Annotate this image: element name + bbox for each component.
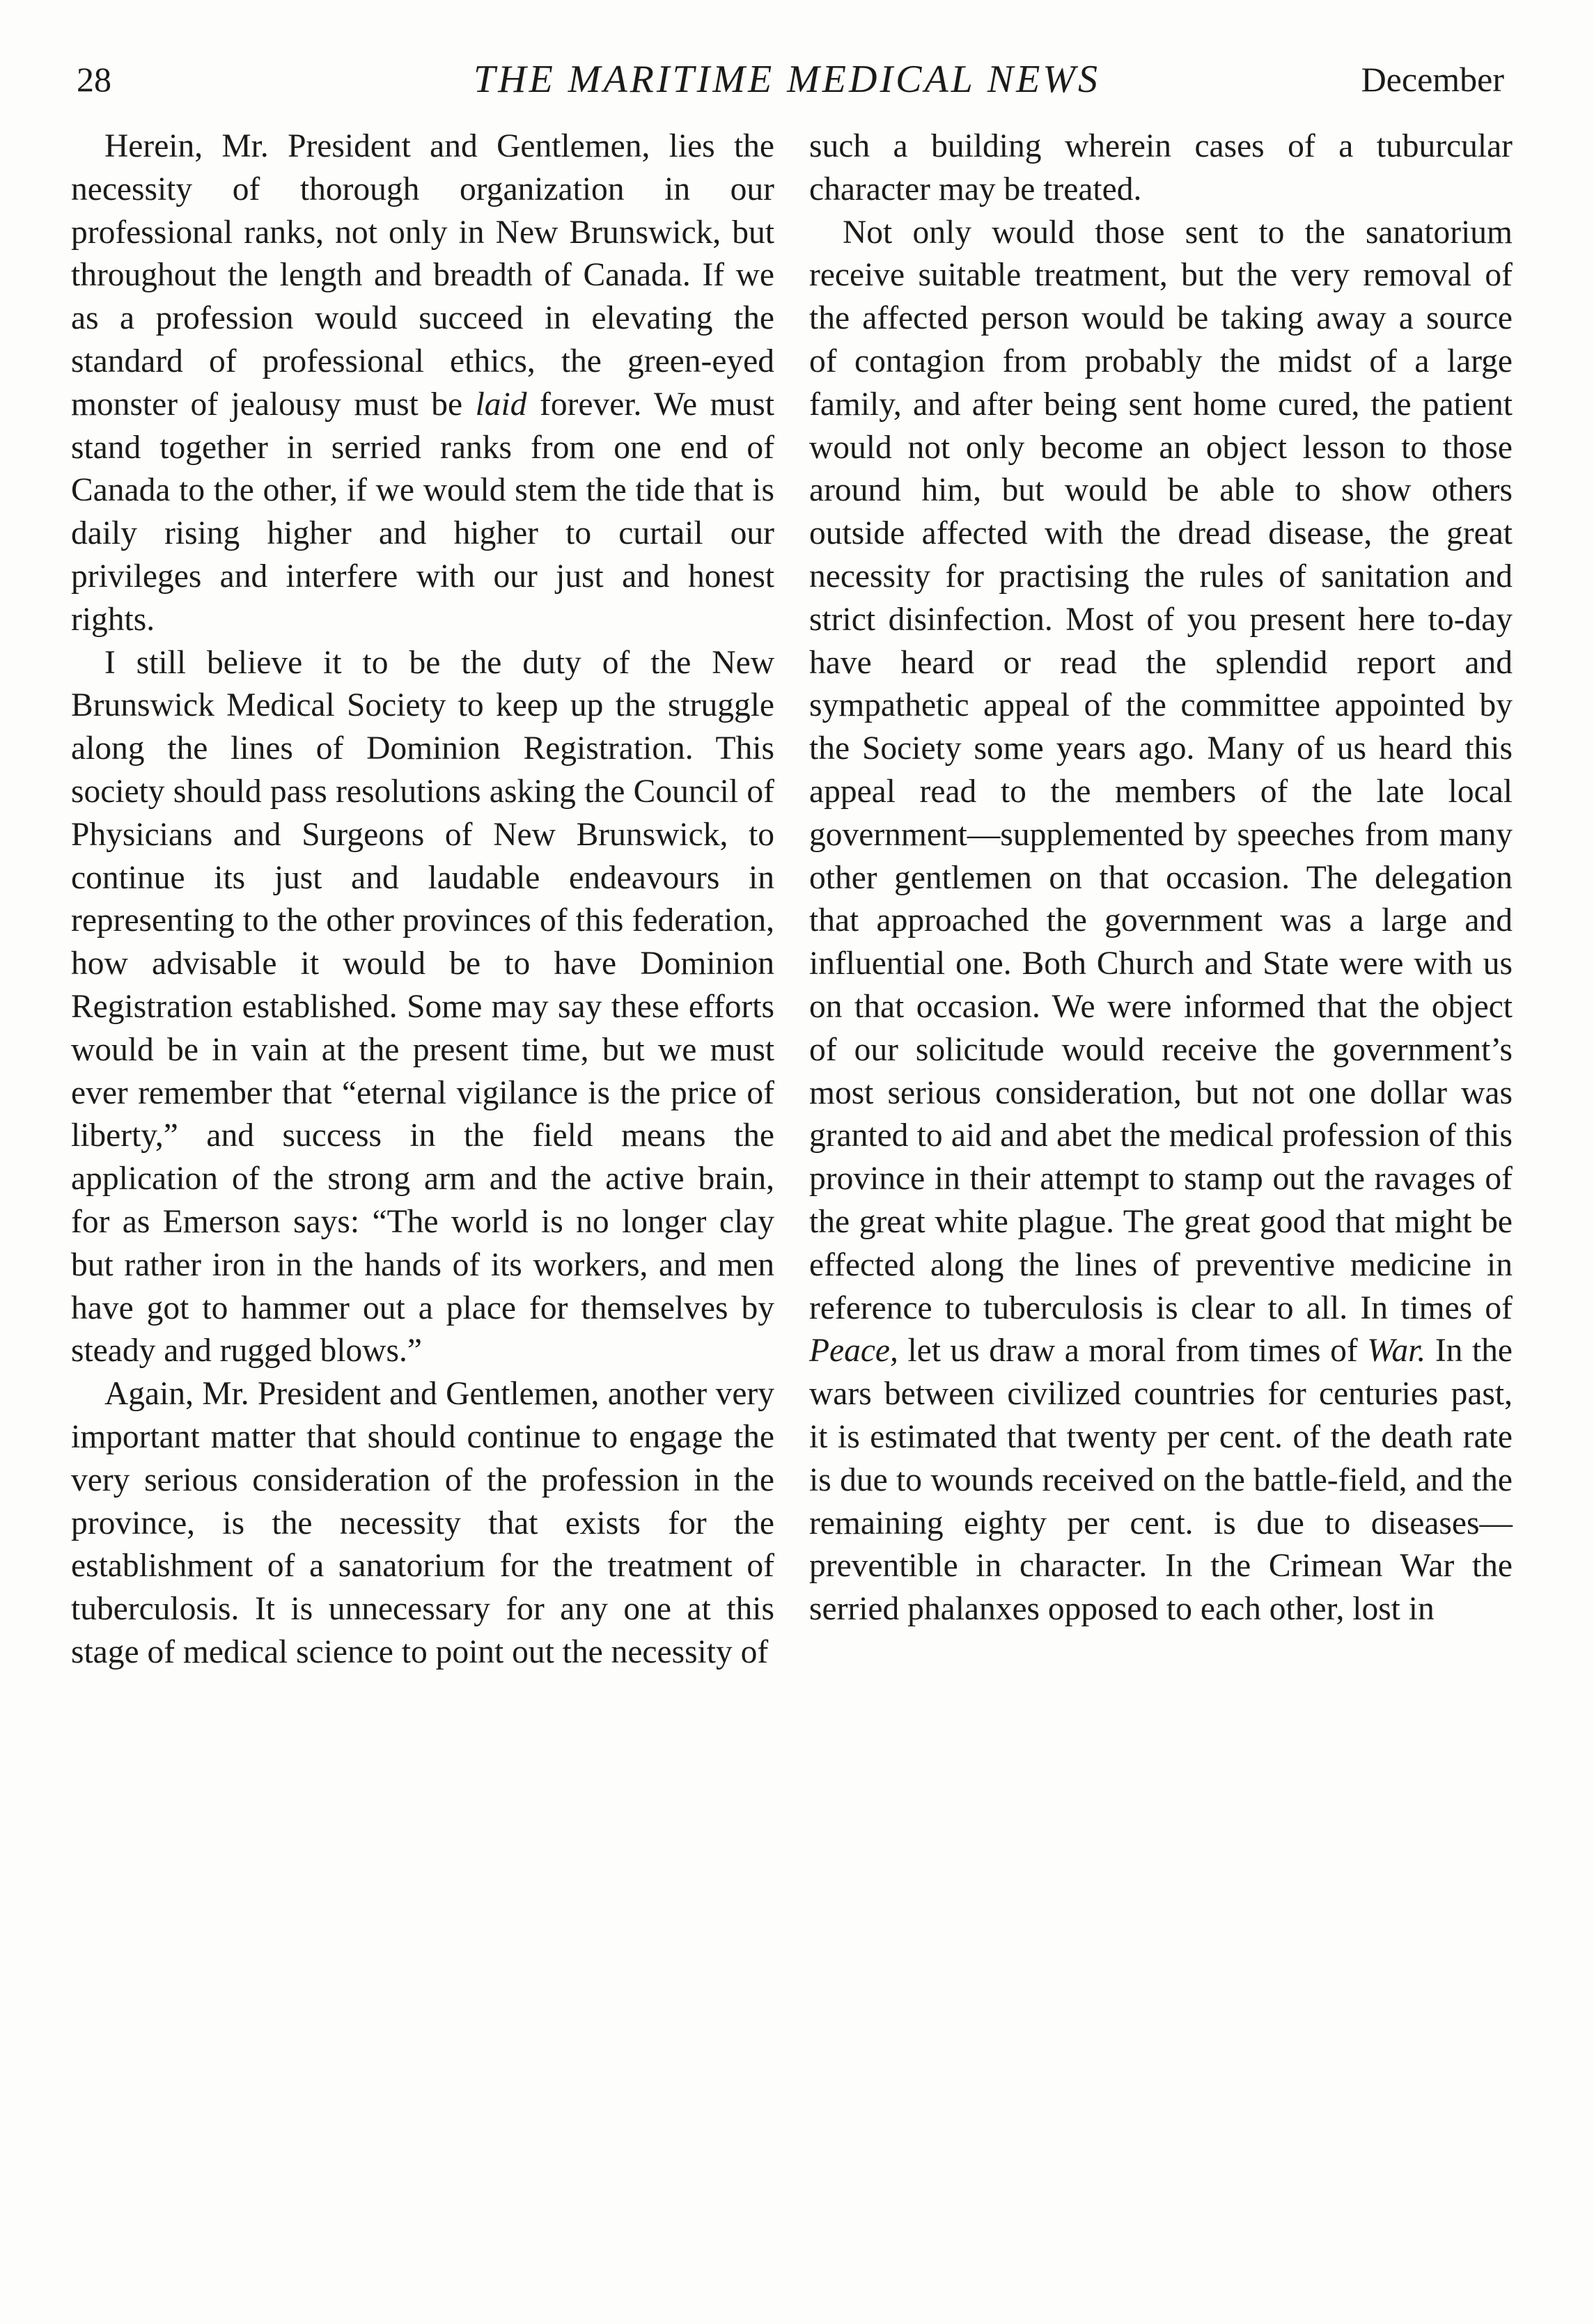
paragraph-text: forever. We must stand together in serried ranks from one end of Canada to the other, if we would stem the tide that is daily rising higher and higher to curtail our privileges and interfere with our just and honest rights.	[71, 386, 774, 638]
page-header	[70, 46, 1504, 113]
paragraph-sanatorium: Again, Mr. President and Gentlemen, another very important matter that should continue to engage the very serious consideration of the profession in the province, is the necessity that exists for the establishment of a sanatorium for the treatment of tuberculosis. It is unnecessary for any one at this stage of medical science to point out the necessity of	[71, 1376, 774, 1670]
paragraph-government-appeal	[809, 212, 1513, 1631]
emphasized-word: Peace,	[809, 1333, 898, 1369]
emphasized-word: laid	[475, 386, 527, 423]
right-column	[809, 125, 1513, 1631]
paragraph-text: let us draw a moral from times of	[898, 1333, 1368, 1369]
paragraph-organization	[71, 125, 774, 642]
emphasized-word: War.	[1367, 1333, 1426, 1369]
left-column	[71, 125, 774, 1674]
paragraph-text: In the wars between civilized countries for centuries past, it is estimated that twenty per cent. of the death rate is due to wounds received on the battle-field, and the remaining eighty per cent. is due to diseases—preventible in character. In the Crimean War the serried phalanxes opposed to each other, lost in	[809, 1333, 1513, 1628]
journal-title: THE MARITIME MEDICAL NEWS	[474, 58, 1100, 101]
page-number: 28	[77, 60, 111, 99]
paragraph-dominion-registration: I still believe it to be the duty of the New Brunswick Medical Society to keep up the struggle along the lines of Dominion Registration. This society should pass resolutions asking the Council of Physicians and Surgeons of New Brunswick, to continue its just and laudable endeavours in representing to the other provinces of this federation, how advisable it would be to have Dominion Registration established. Some may say these efforts would be in vain at the present time, but we must ever remember that “eternal vigilance is the price of liberty,” and success in the field means the application of the strong arm and the active brain, for as Emerson says: “The world is no longer clay but rather iron in the hands of its workers, and men have got to hammer out a place for themselves by steady and rugged blows.”	[71, 644, 774, 1369]
paragraph-text: Herein, Mr. President and Gentlemen, lies the necessity of thorough organization in our professional ranks, not only in New Brunswick, but throughout the length and breadth of Canada. If we as a profession would succeed in elevating the standard of professional ethics, the green-eyed monster of jealousy must be	[71, 128, 774, 423]
paragraph-continued: such a building wherein cases of a tuburcular character may be treated.	[809, 128, 1513, 207]
issue-month: December	[1361, 60, 1504, 99]
paragraph-text: Not only would those sent to the sanatorium receive suitable treatment, but the very removal of the affected person would be taking away a source of contagion from probably the midst of a large family, and after being sent home cured, the patient would not only become an object lesson to those around him, but would be able to show others outside affected with the dread disease, the great necessity for practising the rules of sanitation and strict disinfection. Most of you present here to-day have heard or read the splendid report and sympathetic appeal of the committee appointed by the Society some years ago. Many of us heard this appeal read to the members of the late local government—supplemented by speeches from many other gentlemen on that occasion. The delegation that approached the government was a large and influential one. Both Church and State were with us on that occasion. We were informed that the object of our solicitude would receive the government’s most serious consideration, but not one dollar was granted to aid and abet the medical profession of this province in their attempt to stamp out the ravages of the great white plague. The great good that might be effected along the lines of preventive medicine in reference to tuberculosis is clear to all. In times of	[809, 214, 1513, 1326]
